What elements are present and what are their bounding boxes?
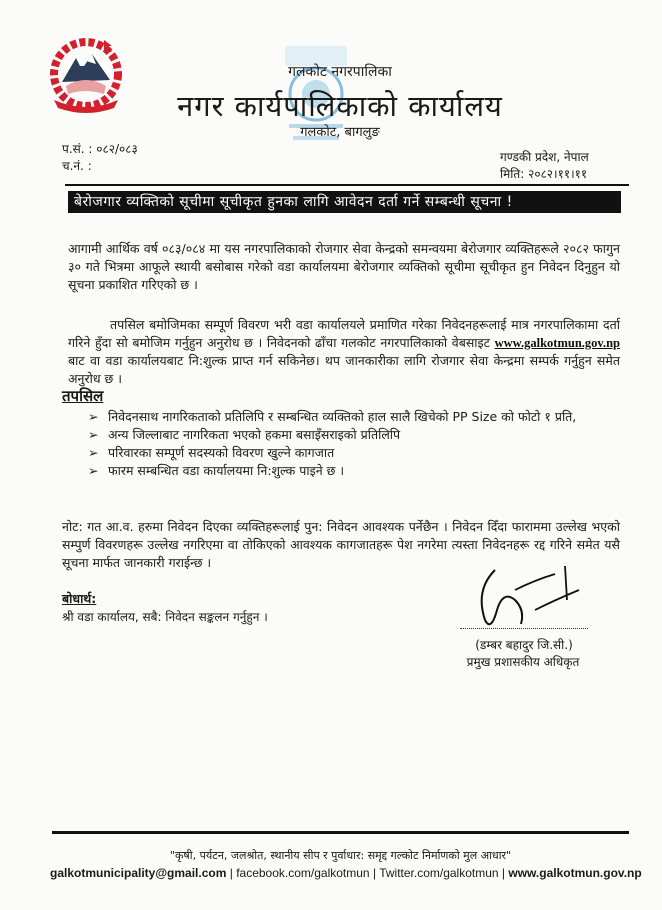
footer-divider xyxy=(52,831,629,834)
separator: | xyxy=(226,866,237,880)
facebook-link[interactable]: facebook.com/galkotmun xyxy=(236,866,370,880)
header-divider xyxy=(65,184,629,186)
footer-slogan: "कृषी, पर्यटन, जलश्रोत, स्थानीय सीप र पुर्वाधार: समृद्द गल्कोट निर्माणको मुल आधार" xyxy=(169,849,512,862)
office-name: नगर कार्यपालिकाको कार्यालय xyxy=(177,89,503,123)
website-footer-link[interactable]: www.galkotmun.gov.np xyxy=(508,866,642,880)
website-link[interactable]: www.galkotmun.gov.np xyxy=(494,336,620,350)
list-item: ➢ अन्य जिल्लाबाट नागरिकता भएको हकमा बसाइँसराइको प्रतिलिपि xyxy=(88,426,620,444)
signatory-name: (डम्बर बहादुर जि.सी.) xyxy=(475,638,573,652)
email-link[interactable]: galkotmunicipality@gmail.com xyxy=(50,866,227,880)
list-item: ➢ फारम सम्बन्धित वडा कार्यालयमा नि:शुल्क पाइने छ । xyxy=(88,462,620,480)
dispatch-number: च.नं. : xyxy=(62,159,92,173)
separator: | xyxy=(498,866,509,880)
office-location: गलकोट, बागलुङ xyxy=(300,125,380,140)
notice-title: बेरोजगार व्यक्तिको सूचीमा सूचीकृत हुनका लागि आवेदन दर्ता गर्ने सम्बन्धी सूचना ! xyxy=(68,191,621,213)
paragraph-1: आगामी आर्थिक वर्ष ०८३/०८४ मा यस नगरपालिकाको रोजगार सेवा केन्द्रको समन्वयमा बेरोजगार व्यक्तिहरूले २०८२ फागुन ३० गते भित्रमा आफूले स्थायी बसोबास गरेको वडा कार्यालयमा बेरोजगार व्यक्तिको सूचीमा सूचीकृत हुन निवेदन दिनुहुन यो सूचना प्रकाशित गरिएको छ । xyxy=(68,241,620,292)
nepal-government-emblem xyxy=(48,36,124,116)
province: गण्डकी प्रदेश, नेपाल xyxy=(500,150,589,164)
separator: | xyxy=(369,866,380,880)
requirements-list xyxy=(88,408,620,480)
signature-line xyxy=(460,628,588,629)
cc-text: श्री वडा कार्यालय, सबै: निवेदन सङ्कलन गर्नुहुन । xyxy=(62,610,268,624)
list-item: ➢ निवेदनसाथ नागरिकताको प्रतिलिपि र सम्बन्धित व्यक्तिको हाल सालै खिचेको PP Size को फोटो १ प्रति, xyxy=(88,408,620,426)
footer-contacts xyxy=(50,866,642,880)
paragraph-2 xyxy=(68,316,620,388)
list-item: ➢ परिवारका सम्पूर्ण सदस्यको विवरण खुल्ने कागजात xyxy=(88,444,620,462)
municipality-name: गलकोट नगरपालिका xyxy=(288,64,392,80)
twitter-link[interactable]: Twitter.com/galkotmun xyxy=(379,866,499,880)
date: मिति: २०८२।११।११ xyxy=(500,167,588,181)
signatory-post: प्रमुख प्रशासकीय अधिकृत xyxy=(466,655,580,669)
note: नोट: गत आ.व. हरुमा निवेदन दिएका व्यक्तिहरूलाई पुन: निवेदन आवश्यक पर्नेछैन । निवेदन दिँदा फाराममा उल्लेख भएको सम्पुर्ण विवरणहरू उल्लेख नगरिएमा वा तोकिएको आवश्यक कागजातहरू पेश नगरेमा त्यस्ता निवेदनहरू रद्द गरिने समेत यसै सूचना मार्फत जानकारी गराईन्छ । xyxy=(62,519,620,570)
cc-heading: बोधार्थ: xyxy=(62,591,97,606)
reference-number: प.सं. : ०८२/०८३ xyxy=(62,142,138,156)
paragraph-2-part-a: तपसिल बमोजिमका सम्पूर्ण विवरण भरी वडा कार्यालयले प्रमाणित गरेका निवेदनहरूलाई मात्र नगरपालिकामा दर्ता गरिने हुँदा सो बमोजिम गर्नुहुन अनुरोध छ । निवेदनको ढाँचा गलकोट नगरपालिकाको वेबसाइट xyxy=(68,317,620,350)
list-heading: तपसिल xyxy=(62,387,104,405)
paragraph-2-part-b: बाट वा वडा कार्यालयबाट नि:शुल्क प्राप्त गर्न सकिनेछ। थप जानकारीका लागि रोजगार सेवा केन्द्रमा सम्पर्क गर्नुहुन समेत अनुरोध छ । xyxy=(68,353,620,386)
